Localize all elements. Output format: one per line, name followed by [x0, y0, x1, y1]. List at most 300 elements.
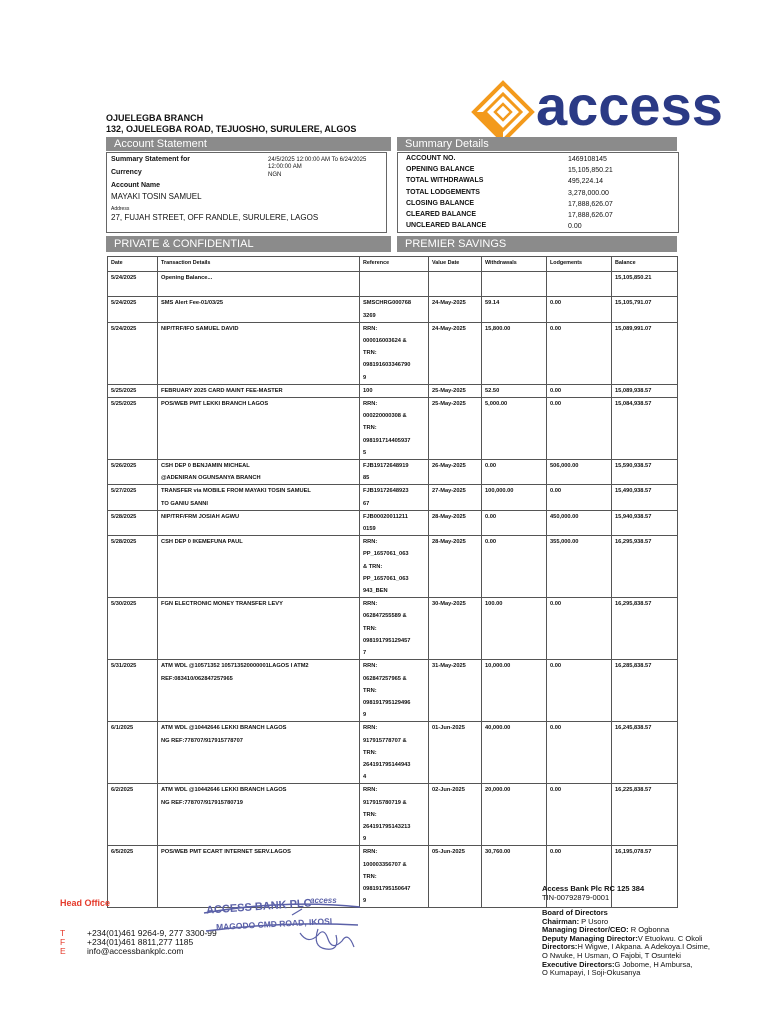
- tin-number: TIN-00792879-0001: [542, 893, 610, 902]
- cell-reference-line: PP_1657061_063: [363, 551, 409, 558]
- cell-value-date: [429, 322, 482, 384]
- spacer-line: [161, 610, 356, 622]
- cell-value-date: [429, 660, 482, 722]
- cell-date-text: 5/27/2025: [111, 488, 137, 495]
- cell-withdrawals-text: 0.00: [485, 539, 497, 546]
- cell-value-date-text: 26-May-2025: [432, 463, 466, 470]
- cell-date: [108, 460, 158, 485]
- phone-value: +234(01)461 9264-9, 277 3300-99: [87, 928, 217, 938]
- cell-reference-line: 943_BEN: [363, 588, 388, 595]
- cell-details-line: ATM WDL @10442646 LEKKI BRANCH LAGOS: [161, 787, 287, 794]
- cell-date-text: 5/25/2025: [111, 387, 137, 394]
- summary-value: 495,224.14: [568, 178, 604, 186]
- cell-lodgements-text: 0.00: [550, 787, 562, 794]
- cell-reference-line: 062847255589 &: [363, 613, 407, 620]
- head-office-label: Head Office: [60, 898, 111, 908]
- cell-details-line: NG REF:778707/917915780719: [161, 799, 243, 806]
- cell-date-text: 5/30/2025: [111, 601, 137, 608]
- cell-date-text: 5/25/2025: [111, 401, 137, 408]
- cell-lodgements-text: 0.00: [550, 601, 562, 608]
- spacer-line: [161, 809, 356, 821]
- cell-withdrawals-text: 100.00: [485, 601, 503, 608]
- cell-details-line: REF:083410/062847257965: [161, 675, 233, 682]
- cell-date-text: 5/31/2025: [111, 663, 137, 670]
- cell-value-date-text: 28-May-2025: [432, 539, 466, 546]
- table-row: [108, 536, 678, 598]
- cell-balance-text: 15,590,938.57: [615, 463, 652, 470]
- cell-reference-line: FJB00020011211: [363, 513, 408, 520]
- spacer-line: [161, 871, 356, 883]
- cell-lodgements: [547, 272, 612, 297]
- cell-balance: [612, 485, 678, 510]
- cell-date: [108, 510, 158, 535]
- cell-details: [158, 398, 360, 460]
- summary-label: CLEARED BALANCE: [406, 211, 476, 218]
- cell-withdrawals: [482, 722, 547, 784]
- cell-reference-line: 917915778707 &: [363, 737, 407, 744]
- table-header-row: [108, 257, 678, 272]
- cell-details-line: POS/WEB PMT LEKKI BRANCH LAGOS: [161, 401, 269, 408]
- cell-details: [158, 485, 360, 510]
- cell-balance-text: 15,089,991.07: [615, 325, 652, 332]
- cell-date: [108, 660, 158, 722]
- cell-balance-text: 15,105,791.07: [615, 300, 652, 307]
- cell-withdrawals: [482, 536, 547, 598]
- cell-reference-line: 9: [363, 898, 367, 905]
- cell-value-date-text: 25-May-2025: [432, 401, 466, 408]
- table-row: [108, 660, 678, 722]
- spacer-line: [161, 759, 356, 771]
- cell-details-line: POS/WEB PMT ECART INTERNET SERV.LAGOS: [161, 849, 291, 856]
- email-key: E: [60, 946, 66, 956]
- spacer-line: [161, 310, 356, 322]
- cell-withdrawals-text: 10,000.00: [485, 663, 511, 670]
- cell-value-date: [429, 460, 482, 485]
- cell-date-text: 5/26/2025: [111, 463, 137, 470]
- cell-lodgements: [547, 536, 612, 598]
- dmd-value: V Etuokwu. C Okoli: [637, 933, 703, 943]
- spacer-line: [161, 833, 356, 845]
- cell-reference: [360, 272, 429, 297]
- cell-details: [158, 272, 360, 297]
- premier-savings-bar: PREMIER SAVINGS: [397, 236, 677, 252]
- directors-value: H Wigwe, I Akpana. A Adekoya.I Osime,: [577, 942, 711, 952]
- cell-withdrawals: [482, 660, 547, 722]
- cell-withdrawals: [482, 485, 547, 510]
- table-row: [108, 460, 678, 485]
- summary-label: OPENING BALANCE: [406, 166, 475, 174]
- cell-reference-line: 0159: [363, 526, 376, 533]
- table-row: [108, 322, 678, 384]
- cell-reference-line: 264191795143213: [363, 823, 411, 830]
- spacer-line: [161, 697, 356, 709]
- cell-reference: [360, 485, 429, 510]
- cell-withdrawals: [482, 510, 547, 535]
- summary-label: TOTAL WITHDRAWALS: [406, 177, 484, 185]
- cell-reference: [360, 660, 429, 722]
- spacer-line: [161, 685, 356, 697]
- cell-reference-line: TRN:: [363, 749, 377, 756]
- cell-withdrawals-text: 0.00: [485, 463, 497, 470]
- cell-reference-line: 000220000308 &: [363, 413, 407, 420]
- currency-value: NGN: [268, 172, 282, 178]
- cell-reference-line: TRN:: [363, 625, 377, 632]
- account-name-value: MAYAKI TOSIN SAMUEL: [111, 192, 202, 201]
- table-row: [108, 384, 678, 397]
- cell-value-date: [429, 598, 482, 660]
- cell-balance: [612, 272, 678, 297]
- cell-reference: [360, 460, 429, 485]
- cell-balance-text: 15,105,850.21: [615, 275, 652, 281]
- cell-withdrawals-text: 59.14: [485, 300, 500, 307]
- cell-value-date: [429, 510, 482, 535]
- stamp-line-2: MAGODO CMD ROAD, IKOSI: [215, 915, 333, 933]
- cell-reference-line: TRN:: [363, 425, 377, 432]
- cell-details-line: ATM WDL @10571352 105713520000001LAGOS I ATM2: [161, 663, 309, 670]
- cell-date: [108, 846, 158, 908]
- table-row: [108, 510, 678, 535]
- cell-value-date: [429, 846, 482, 908]
- cell-reference: [360, 536, 429, 598]
- cell-reference-line: & TRN:: [363, 563, 383, 570]
- cell-withdrawals: [482, 846, 547, 908]
- cell-balance: [612, 297, 678, 322]
- cell-balance-text: 15,490,938.57: [615, 488, 652, 495]
- cell-balance: [612, 510, 678, 535]
- email-line: [60, 947, 184, 957]
- table-row: [108, 297, 678, 322]
- cell-reference-line: RRN:: [363, 401, 378, 408]
- cell-value-date: [429, 297, 482, 322]
- col-header-details: Transaction Details: [158, 257, 360, 272]
- cell-reference: [360, 398, 429, 460]
- cell-details: [158, 536, 360, 598]
- table-row: [108, 598, 678, 660]
- cell-balance-text: 15,084,938.57: [615, 401, 652, 408]
- col-header-balance: Balance: [612, 257, 678, 272]
- cell-lodgements-text: 0.00: [550, 488, 562, 495]
- spacer-line: [161, 623, 356, 635]
- cell-reference-line: RRN:: [363, 601, 378, 608]
- cell-details: [158, 460, 360, 485]
- cell-details: [158, 322, 360, 384]
- cell-value-date-text: 24-May-2025: [432, 300, 466, 307]
- cell-lodgements-text: 506,000.00: [550, 463, 579, 470]
- cell-reference-line: 917915780719 &: [363, 799, 407, 806]
- col-header-value-date: Value Date: [429, 257, 482, 272]
- cell-reference-line: 9: [363, 374, 367, 381]
- cell-details-line: CSH DEP 0 BENJAMIN MICHEAL: [161, 463, 250, 470]
- cell-date-text: 6/2/2025: [111, 787, 134, 794]
- cell-balance-text: 15,089,938.57: [615, 387, 652, 394]
- cell-balance-text: 16,295,938.57: [615, 539, 652, 546]
- cell-balance: [612, 322, 678, 384]
- cell-value-date-text: 05-Jun-2025: [432, 849, 465, 856]
- cell-lodgements: [547, 398, 612, 460]
- cell-details: [158, 384, 360, 397]
- spacer-line: [161, 284, 356, 296]
- private-confidential-bar: PRIVATE & CONFIDENTIAL: [106, 236, 391, 252]
- cell-date: [108, 536, 158, 598]
- cell-value-date-text: 02-Jun-2025: [432, 787, 465, 794]
- cell-reference-line: 100: [363, 387, 373, 394]
- cell-value-date: [429, 536, 482, 598]
- cell-balance: [612, 660, 678, 722]
- summary-box: [397, 152, 679, 233]
- spacer-line: [161, 422, 356, 434]
- cell-reference-line: RRN:: [363, 663, 378, 670]
- cell-value-date: [429, 384, 482, 397]
- transactions-body: [108, 272, 678, 908]
- cell-details: [158, 297, 360, 322]
- cell-value-date-text: 01-Jun-2025: [432, 725, 465, 732]
- cell-reference-line: RRN:: [363, 787, 378, 794]
- phone-key: T: [60, 928, 66, 938]
- cell-lodgements-text: 355,000.00: [550, 539, 579, 546]
- cell-withdrawals: [482, 398, 547, 460]
- summary-details-bar: Summary Details: [397, 137, 677, 151]
- cell-details-line: @ADENIRAN OGUNSANYA BRANCH: [161, 475, 261, 482]
- summary-label: UNCLEARED BALANCE: [406, 222, 487, 230]
- spacer-line: [161, 771, 356, 783]
- cell-details-line: TO GANIU SANNI: [161, 500, 208, 507]
- chairman-label: Chairman:: [542, 916, 580, 926]
- spacer-line: [161, 585, 356, 597]
- cell-reference-line: 098191795129496: [363, 699, 411, 706]
- cell-value-date: [429, 485, 482, 510]
- summary-value: 17,888,626.07: [568, 212, 613, 219]
- cell-balance: [612, 384, 678, 397]
- cell-reference-line: PP_1657061_063: [363, 575, 409, 582]
- cell-details-line: CSH DEP 0 IKEMEFUNA PAUL: [161, 539, 243, 546]
- cell-details-line: TRANSFER via MOBILE FROM MAYAKI TOSIN SAMUEL: [161, 488, 311, 495]
- bank-stamp: [200, 893, 370, 965]
- cell-reference-line: 098191603346790: [363, 362, 411, 369]
- cell-reference-line: 9: [363, 836, 367, 843]
- cell-withdrawals-text: 5,000.00: [485, 401, 508, 408]
- cell-value-date-text: 31-May-2025: [432, 663, 466, 670]
- cell-value-date: [429, 722, 482, 784]
- cell-withdrawals-text: 20,000.00: [485, 787, 511, 794]
- cell-date-text: 5/24/2025: [111, 300, 137, 307]
- cell-lodgements-text: 0.00: [550, 725, 562, 732]
- spacer-line: [161, 821, 356, 833]
- directors-label: Directors:: [542, 942, 578, 952]
- summary-label: CLOSING BALANCE: [406, 199, 475, 207]
- cell-value-date-text: 28-May-2025: [432, 513, 466, 520]
- cell-withdrawals-text: 40,000.00: [485, 725, 511, 732]
- cell-lodgements-text: 0.00: [550, 325, 562, 332]
- spacer-line: [363, 284, 425, 296]
- cell-lodgements-text: 0.00: [550, 387, 562, 394]
- spacer-line: [363, 272, 425, 284]
- cell-lodgements-text: 0.00: [550, 401, 562, 408]
- cell-lodgements-text: 0.00: [550, 663, 562, 670]
- exec-value: G Jobome, H Ambursa,: [614, 959, 693, 969]
- cell-lodgements: [547, 510, 612, 535]
- cell-balance: [612, 398, 678, 460]
- cell-details-line: NIP/TRF/FRM JOSIAH AGWU: [161, 513, 240, 520]
- cell-reference-line: 9: [363, 712, 367, 719]
- board-title: Board of Directors: [542, 908, 608, 917]
- spacer-line: [161, 335, 356, 347]
- cell-details: [158, 660, 360, 722]
- rc-number: Access Bank Plc RC 125 384: [542, 884, 645, 893]
- cell-balance: [612, 722, 678, 784]
- cell-balance-text: 16,245,838.57: [615, 725, 652, 732]
- cell-date: [108, 384, 158, 397]
- cell-reference-line: 062847257965 &: [363, 675, 407, 682]
- cell-reference-line: 098191795129457: [363, 637, 411, 644]
- cell-withdrawals-text: 15,800.00: [485, 325, 511, 332]
- cell-reference-line: 3269: [363, 312, 376, 319]
- chairman-value: P Usoro: [579, 916, 609, 926]
- cell-reference-line: TRN:: [363, 811, 377, 818]
- cell-date-text: 5/28/2025: [111, 539, 137, 546]
- cell-reference-line: 67: [363, 500, 370, 507]
- cell-details-line: NG REF:778707/917915778707: [161, 737, 243, 744]
- cell-balance: [612, 846, 678, 908]
- cell-date: [108, 784, 158, 846]
- cell-details-line: SMS Alert Fee-01/03/25: [161, 300, 224, 307]
- cell-withdrawals: [482, 598, 547, 660]
- spacer-line: [161, 647, 356, 659]
- cell-lodgements: [547, 722, 612, 784]
- spacer-line: [161, 372, 356, 384]
- cell-lodgements: [547, 598, 612, 660]
- summary-value: 3,278,000.00: [568, 189, 609, 197]
- account-name-label: Account Name: [111, 182, 161, 189]
- cell-reference-line: TRN:: [363, 873, 377, 880]
- cell-details-line: ATM WDL @10442646 LEKKI BRANCH LAGOS: [161, 725, 287, 732]
- cell-withdrawals: [482, 272, 547, 297]
- cell-lodgements: [547, 784, 612, 846]
- cell-reference-line: RRN:: [363, 849, 378, 856]
- exec-line-2: O Kumapayi, I Soji-Okusanya: [542, 968, 641, 978]
- cell-reference-line: 7: [363, 650, 367, 657]
- email-value: info@accessbankplc.com: [87, 946, 184, 956]
- spacer-line: [161, 635, 356, 647]
- spacer-line: [161, 410, 356, 422]
- cell-date: [108, 485, 158, 510]
- cell-balance: [612, 460, 678, 485]
- summary-value: 0.00: [568, 223, 582, 231]
- md-value: R Ogbonna: [628, 925, 670, 935]
- branch-name: OJUELEGBA BRANCH: [106, 113, 204, 123]
- cell-withdrawals: [482, 384, 547, 397]
- spacer-line: [161, 561, 356, 573]
- col-header-withdrawals: Withdrawals: [482, 257, 547, 272]
- cell-balance-text: 15,940,938.57: [615, 513, 652, 520]
- cell-lodgements: [547, 384, 612, 397]
- cell-reference-line: SMSCHRG000768: [363, 300, 412, 307]
- cell-date: [108, 272, 158, 297]
- cell-lodgements-text: 450,000.00: [550, 513, 579, 520]
- cell-date: [108, 598, 158, 660]
- cell-reference-line: 000016003624 &: [363, 338, 407, 345]
- cell-reference-line: 5: [363, 449, 367, 456]
- cell-withdrawals-text: 30,760.00: [485, 849, 511, 856]
- cell-reference: [360, 384, 429, 397]
- cell-reference-line: RRN:: [363, 325, 378, 332]
- cell-reference: [360, 784, 429, 846]
- table-row: [108, 485, 678, 510]
- cell-balance: [612, 784, 678, 846]
- cell-reference: [360, 510, 429, 535]
- cell-lodgements: [547, 485, 612, 510]
- col-header-reference: Reference: [360, 257, 429, 272]
- cell-withdrawals-text: 52.50: [485, 387, 500, 394]
- access-wordmark: access: [536, 74, 723, 137]
- address-value: 27, FUJAH STREET, OFF RANDLE, SURULERE, LAGOS: [111, 213, 319, 222]
- cell-date-text: 6/1/2025: [111, 725, 134, 732]
- spacer-line: [161, 548, 356, 560]
- spacer-line: [161, 709, 356, 721]
- cell-withdrawals: [482, 297, 547, 322]
- cell-reference: [360, 322, 429, 384]
- cell-lodgements-text: 0.00: [550, 849, 562, 856]
- cell-lodgements: [547, 460, 612, 485]
- cell-value-date: [429, 784, 482, 846]
- cell-date: [108, 398, 158, 460]
- table-row: [108, 272, 678, 297]
- fax-key: F: [60, 937, 66, 947]
- cell-details-line: NIP/TRF/IFO SAMUEL DAVID: [161, 325, 239, 332]
- cell-reference-line: 264191795144943: [363, 761, 411, 768]
- summary-value: 15,105,850.21: [568, 167, 613, 175]
- cell-details-line: FEBRUARY 2025 CARD MAINT FEE-MASTER: [161, 387, 283, 394]
- exec-label: Executive Directors:: [542, 959, 615, 969]
- cell-balance-text: 16,225,838.57: [615, 787, 652, 794]
- cell-withdrawals: [482, 784, 547, 846]
- spacer-line: [161, 523, 356, 535]
- summary-value: 1469108145: [568, 156, 607, 163]
- spacer-line: [161, 359, 356, 371]
- cell-value-date-text: 30-May-2025: [432, 601, 466, 608]
- board-of-directors: [542, 909, 742, 978]
- cell-date-text: 5/28/2025: [111, 513, 137, 520]
- cell-reference-line: RRN:: [363, 725, 378, 732]
- cell-date: [108, 722, 158, 784]
- cell-reference-line: 4: [363, 774, 367, 781]
- cell-lodgements: [547, 322, 612, 384]
- cell-withdrawals: [482, 460, 547, 485]
- cell-reference: [360, 598, 429, 660]
- cell-date-text: 5/24/2025: [111, 275, 137, 281]
- cell-date-text: 6/5/2025: [111, 849, 134, 856]
- address-label: Address: [111, 206, 130, 212]
- spacer-line: [161, 347, 356, 359]
- cell-details: [158, 598, 360, 660]
- cell-value-date: [429, 272, 482, 297]
- branch-address: 132, OJUELEGBA ROAD, TEJUOSHO, SURULERE, ALGOS: [106, 124, 357, 134]
- cell-date-text: 5/24/2025: [111, 325, 137, 332]
- cell-reference-line: FJB19172648919: [363, 463, 409, 470]
- spacer-line: [161, 859, 356, 871]
- summary-value: 17,888,626.07: [568, 200, 613, 208]
- md-label: Managing Director/CEO:: [542, 925, 629, 935]
- spacer-line: [161, 573, 356, 585]
- summary-label: ACCOUNT NO.: [406, 155, 456, 162]
- cell-details: [158, 722, 360, 784]
- cell-details-line: FGN ELECTRONIC MONEY TRANSFER LEVY: [161, 601, 283, 608]
- table-row: [108, 784, 678, 846]
- cell-balance-text: 16,285,838.57: [615, 663, 652, 670]
- cell-reference-line: RRN:: [363, 539, 378, 546]
- currency-label: Currency: [111, 169, 142, 176]
- cell-value-date-text: 25-May-2025: [432, 387, 466, 394]
- cell-withdrawals-text: 100,000.00: [485, 488, 514, 495]
